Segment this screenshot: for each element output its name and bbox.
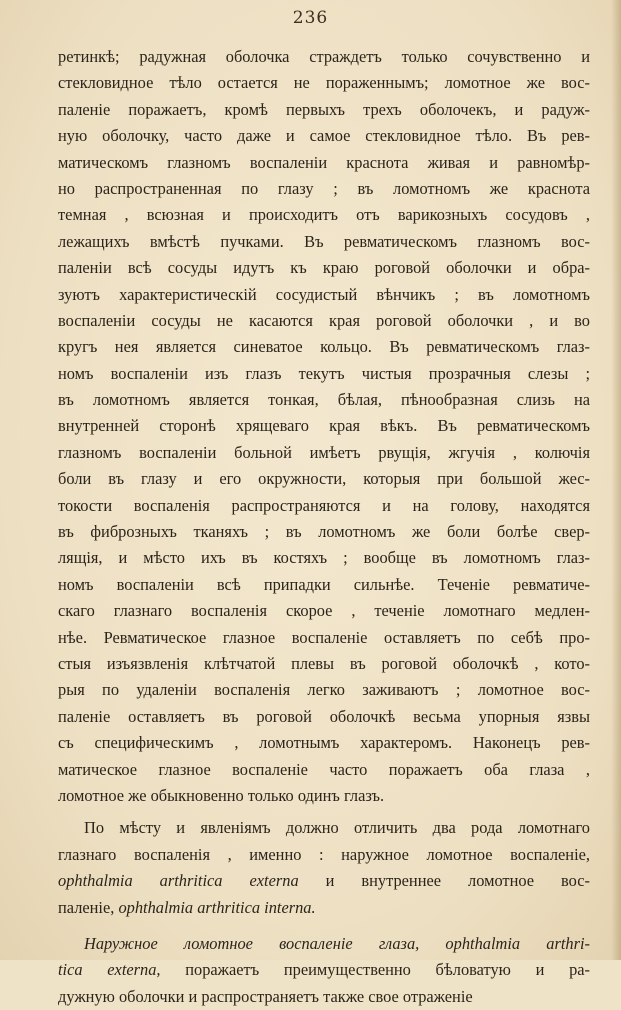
paragraph xyxy=(58,44,590,809)
text-line xyxy=(58,815,590,841)
paragraph xyxy=(58,931,590,1010)
text-line xyxy=(58,519,590,545)
text-segment: По мѣсту и явленіямъ должно отличить два рода ломотнаго xyxy=(84,818,590,838)
text-segment: матическомъ глазномъ воспаленіи краснота живая и равномѣр- xyxy=(58,152,590,172)
text-line xyxy=(58,334,590,360)
text-line xyxy=(58,493,590,519)
text-segment: номъ воспаленіи изъ глазъ текутъ чистыя прозрачныя слезы ; xyxy=(58,363,590,383)
text-line xyxy=(58,44,590,70)
text-segment: паленіи всѣ сосуды идутъ къ краю роговой оболочки и обра- xyxy=(58,258,590,278)
italic-latin-term: ophthalmia arthritica interna. xyxy=(118,897,316,917)
text-segment: глазномъ воспаленіи больной имѣетъ рвущія, жгучія , колючія xyxy=(58,442,590,462)
text-segment: токости воспаленія распространяются и на голову, находятся xyxy=(58,495,590,515)
text-line xyxy=(58,255,590,281)
text-segment: матическое глазное воспаленіе часто поражаетъ оба глаза , xyxy=(58,759,590,779)
page-edge-shadow xyxy=(611,0,621,960)
text-line xyxy=(58,387,590,413)
text-segment: дужную оболочки и распространяетъ также свое отраженіе xyxy=(58,986,473,1006)
italic-latin-term: Наружное ломотное воспаленіе глаза, ophthalmia arthri- xyxy=(84,933,590,953)
text-line xyxy=(58,440,590,466)
text-line xyxy=(58,97,590,123)
text-segment: въ фиброзныхъ тканяхъ ; въ ломотномъ же боли болѣе свер- xyxy=(58,522,590,542)
text-line xyxy=(58,868,590,894)
text-segment: но распространенная по глазу ; въ ломотномъ же краснота xyxy=(58,178,590,198)
text-line xyxy=(58,466,590,492)
text-line xyxy=(58,625,590,651)
text-line xyxy=(58,413,590,439)
text-segment: лежащихъ вмѣстѣ пучками. Въ ревматическомъ глазномъ вос- xyxy=(58,231,590,251)
italic-latin-term: ophthalmia arthritica externa xyxy=(58,871,299,891)
text-line xyxy=(58,308,590,334)
text-line xyxy=(58,598,590,624)
text-line xyxy=(58,545,590,571)
text-line xyxy=(58,651,590,677)
text-segment: глазнаго воспаленія , именно : наружное ломотное воспаленіе, xyxy=(58,844,590,864)
text-segment: лящія, и мѣсто ихъ въ костяхъ ; вообще въ ломотномъ глаз- xyxy=(58,548,590,568)
text-segment: ретинкѣ; радужная оболочка страждетъ только сочувственно и xyxy=(58,47,590,66)
text-line xyxy=(58,361,590,387)
text-segment: боли въ глазу и его окружности, которыя при большой жес- xyxy=(58,469,590,489)
text-line xyxy=(58,730,590,756)
text-line xyxy=(58,70,590,96)
text-line xyxy=(58,202,590,228)
text-line xyxy=(58,150,590,176)
text-segment: въ ломотномъ является тонкая, бѣлая, пѣнообразная слизь на xyxy=(58,390,590,410)
text-line xyxy=(58,931,590,957)
text-line xyxy=(58,282,590,308)
italic-latin-term: tica externa, xyxy=(58,960,161,980)
text-line xyxy=(58,123,590,149)
text-segment: номъ воспаленіи всѣ припадки сильнѣе. Теченіе ревматиче- xyxy=(58,574,590,594)
text-segment: кругъ нея является синеватое кольцо. Въ ревматическомъ глаз- xyxy=(58,337,590,357)
text-line xyxy=(58,757,590,783)
text-line xyxy=(58,677,590,703)
text-segment: темная , всюзная и происходитъ отъ варикозныхъ сосудовъ , xyxy=(58,205,590,225)
text-segment: поражаетъ преимущественно бѣловатую и ра- xyxy=(160,960,591,980)
text-line xyxy=(58,572,590,598)
text-line xyxy=(58,229,590,255)
text-line xyxy=(58,704,590,730)
text-segment: стыя изъязвленія клѣтчатой плевы въ роговой оболочкѣ , кото- xyxy=(58,653,590,673)
text-line xyxy=(58,783,590,809)
text-segment: паленіе оставляетъ въ роговой оболочкѣ весьма упорныя язвы xyxy=(58,706,590,726)
text-line xyxy=(58,895,590,921)
text-segment: нѣе. Ревматическое глазное воспаленіе оставляетъ по себѣ про- xyxy=(58,627,590,647)
text-segment: рыя по удаленіи воспаленія легко заживаютъ ; ломотное вос- xyxy=(58,680,590,700)
body-text xyxy=(58,44,590,1010)
page-number: 236 xyxy=(292,8,329,28)
text-segment: стекловидное тѣло остается не пораженнымъ; ломотное же вос- xyxy=(58,73,590,93)
text-segment: паленіе, xyxy=(58,897,119,917)
text-segment: съ специфическимъ , ломотнымъ характеромъ. Наконецъ рев- xyxy=(58,733,590,753)
text-segment: воспаленіи сосуды не касаются края роговой оболочки , и во xyxy=(58,310,590,330)
text-line xyxy=(58,842,590,868)
text-segment: и внутреннее ломотное вос- xyxy=(298,871,590,891)
text-line xyxy=(58,984,590,1010)
text-segment: внутренней сторонѣ хрящеваго края вѣкъ. Въ ревматическомъ xyxy=(58,416,590,436)
text-segment: зуютъ характеристическій сосудистый вѣнчикъ ; въ ломотномъ xyxy=(58,284,590,304)
paragraph xyxy=(58,815,590,921)
text-line xyxy=(58,957,590,983)
text-segment: ную оболочку, часто даже и самое стекловидное тѣло. Въ рев- xyxy=(58,126,590,146)
text-segment: ломотное же обыкновенно только одинъ глазъ. xyxy=(58,785,385,805)
text-segment: скаго глазнаго воспаленія скорое , теченіе ломотнаго медлен- xyxy=(58,601,590,621)
text-segment: паленіе поражаетъ, кромѣ первыхъ трехъ оболочекъ, и радуж- xyxy=(58,99,590,119)
text-line xyxy=(58,176,590,202)
